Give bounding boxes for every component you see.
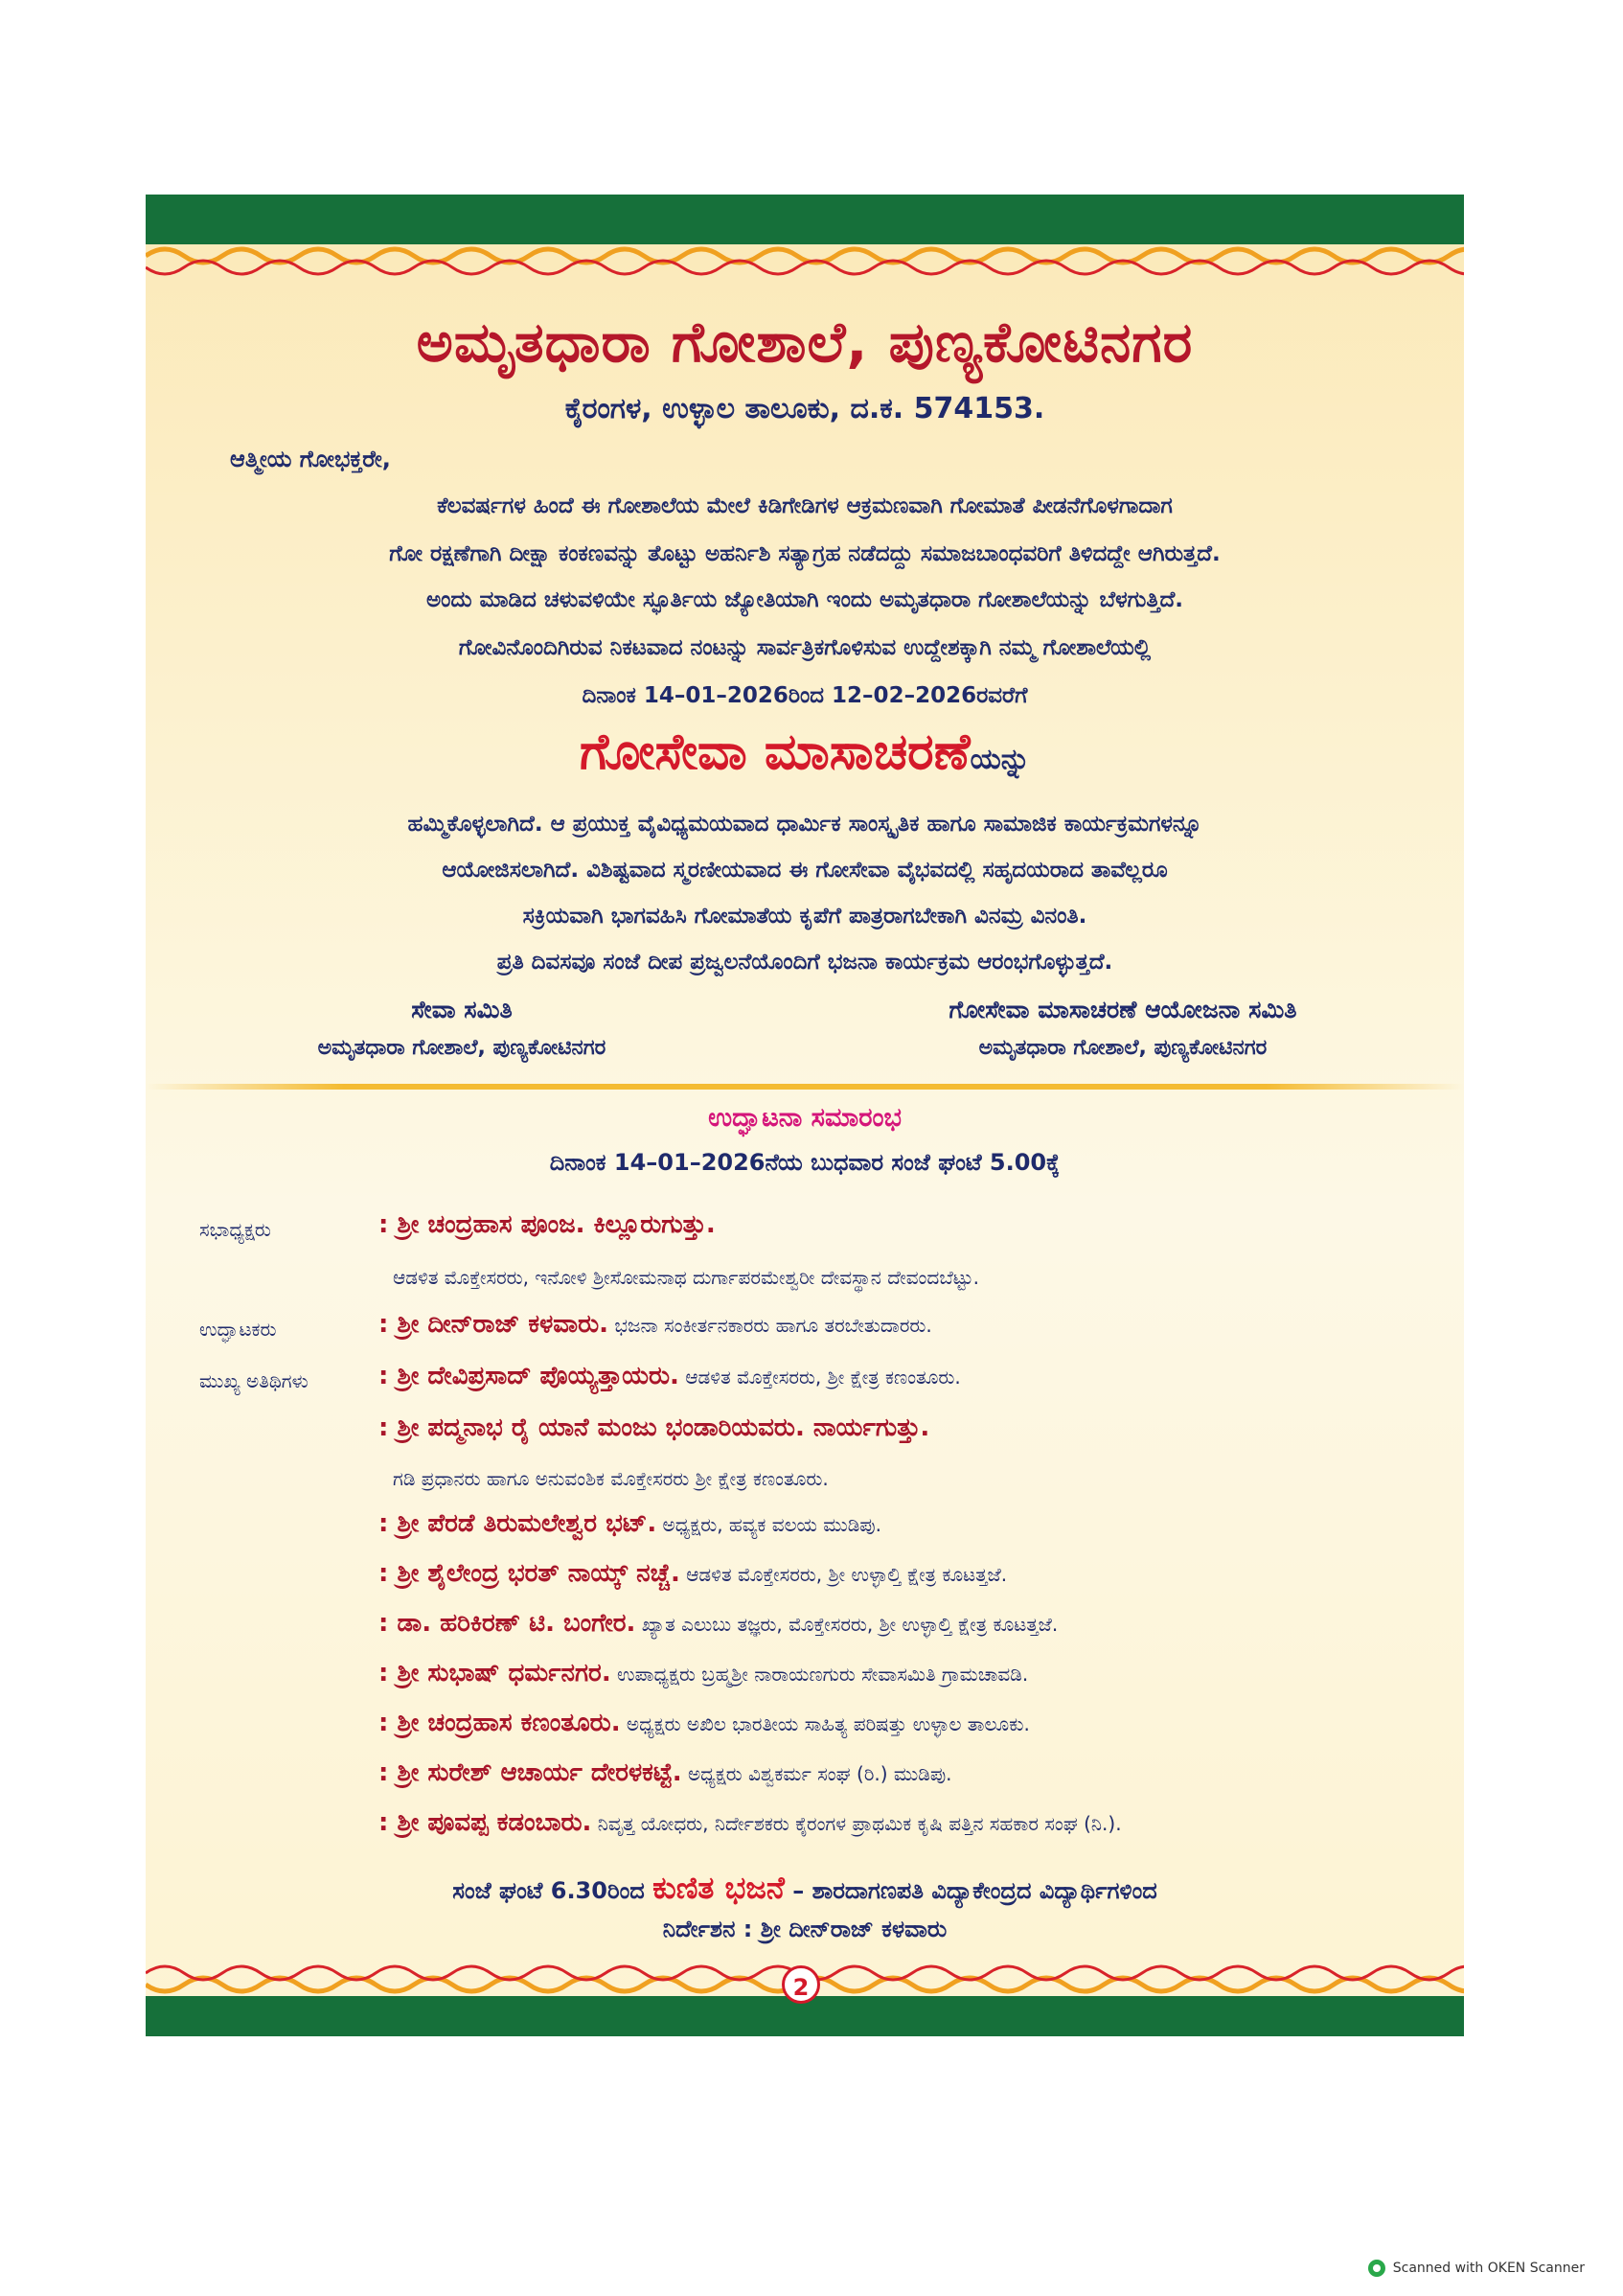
signature-name-right: ಗೋಸೇವಾ ಮಾಸಾಚರಣೆ ಆಯೋಜನಾ ಸಮಿತಿ [949,996,1297,1023]
person-desc: ಅಧ್ಯಕ್ಷರು, ಹವ್ಯಕ ವಲಯ ಮುಡಿಪು. [656,1513,881,1536]
person-desc: ಖ್ಯಾತ ಎಲುಬು ತಜ್ಞರು, ಮೊಕ್ತೇಸರರು, ಶ್ರೀ ಉಳ್ಳಾಲ್ತಿ ಕ್ಷೇತ್ರ ಕೂಟತ್ತಜೆ. [635,1613,1059,1636]
person-entry [378,1659,1028,1688]
letter-line: ಗೋ ರಕ್ಷಣೆಗಾಗಿ ದೀಕ್ಷಾ ಕಂಕಣವನ್ನು ತೊಟ್ಟು ಅಹರ್ನಿಶಿ ಸತ್ಯಾಗ್ರಹ ನಡೆದದ್ದು ಸಮಾಜಬಾಂಧವರಿಗೆ ತಿಳಿದದ್ದೇ ಆಗಿರುತ್ತದೆ. [389,541,1221,566]
person-desc: ಅಧ್ಯಕ್ಷರು ವಿಶ್ವಕರ್ಮ ಸಂಘ (ರಿ.) ಮುಡಿಪು. [681,1762,952,1785]
letter-line: ಅಂದು ಮಾಡಿದ ಚಳುವಳಿಯೇ ಸ್ಫೂರ್ತಿಯ ಜ್ಯೋತಿಯಾಗಿ ಇಂದು ಅಮೃತಧಾರಾ ಗೋಶಾಲೆಯನ್ನು ಬೆಳಗುತ್ತಿದೆ. [425,587,1183,612]
evening-suffix: – ಶಾರದಾಗಣಪತಿ ವಿದ್ಯಾಕೇಂದ್ರದ ವಿದ್ಯಾರ್ಥಿಗಳಿಂದ [784,1877,1157,1904]
person-entry [378,1509,881,1539]
watermark-text: Scanned with OKEN Scanner [1392,2261,1585,2276]
person-desc: ಭಜನಾ ಸಂಕೀರ್ತನಕಾರರು ಹಾಗೂ ತರಬೇತುದಾರರು. [608,1314,932,1337]
person-entry [378,1609,1058,1639]
top-wave-border [146,242,1464,281]
event-heading [146,723,1464,782]
person-entry [378,1413,929,1443]
person-entry [378,1559,1007,1589]
person-entry [378,1362,961,1391]
person-entry [378,1210,716,1240]
person-name: : ಶ್ರೀ ಶೈಲೇಂದ್ರ ಭರತ್ ನಾಯ್ಕ್ ನಚ್ಚೆ. [378,1559,680,1588]
person-detail: ಆಡಳಿತ ಮೊಕ್ತೇಸರರು, ಇನೋಳಿ ಶ್ರೀಸೋಮನಾಥ ದುರ್ಗಾಪರಮೇಶ್ವರೀ ದೇವಸ್ಥಾನ ದೇವಂದಬೆಟ್ಟು. [393,1266,980,1289]
letter-line: ಸಕ್ರಿಯವಾಗಿ ಭಾಗವಹಿಸಿ ಗೋಮಾತೆಯ ಕೃಪೆಗೆ ಪಾತ್ರರಾಗಬೇಕಾಗಿ ವಿನಮ್ರ ವಿನಂತಿ. [522,904,1087,929]
direction-line: ನಿರ್ದೇಶನ : ಶ್ರೀ ದೀನ್‌ರಾಜ್ ಕಳವಾರು [662,1916,948,1942]
kunitha-bhajane: ಕುಣಿತ ಭಜನೆ [652,1870,785,1906]
letter-line: ಗೋವಿನೊಂದಿಗಿರುವ ನಿಕಟವಾದ ನಂಟನ್ನು ಸಾರ್ವತ್ರಿಕಗೊಳಿಸುವ ಉದ್ದೇಶಕ್ಕಾಗಿ ನಮ್ಮ ಗೋಶಾಲೆಯಲ್ಲಿ [458,635,1152,660]
person-desc: ನಿವೃತ್ತ ಯೋಧರು, ನಿರ್ದೇಶಕರು ಕೈರಂಗಳ ಪ್ರಾಥಮಿಕ ಕೃಷಿ ಪತ್ತಿನ ಸಹಕಾರ ಸಂಘ (ನಿ.). [591,1812,1122,1835]
person-name: : ಶ್ರೀ ಚಂದ್ರಹಾಸ ಪೂಂಜ. ಕಿಲ್ಲೂರುಗುತ್ತು. [378,1210,716,1239]
scanner-watermark [1368,2260,1585,2277]
section-divider [146,1084,1464,1090]
person-entry [378,1758,952,1788]
person-entry [378,1808,1122,1838]
salutation: ಆತ್ಮೀಯ ಗೋಭಕ್ತರೇ, [230,446,391,472]
person-name: : ಶ್ರೀ ಪೂವಪ್ಪ ಕಡಂಬಾರು. [378,1808,592,1837]
role-chief-guests: ಮುಖ್ಯ ಅತಿಥಿಗಳು [199,1369,309,1392]
letter-line: ಪ್ರತಿ ದಿವಸವೂ ಸಂಜೆ ದೀಪ ಪ್ರಜ್ವಲನೆಯೊಂದಿಗೆ ಭಜನಾ ಕಾರ್ಯಕ್ರಮ ಆರಂಭಗೊಳ್ಳುತ್ತದೆ. [496,950,1113,975]
person-name: : ಶ್ರೀ ಪದ್ಮನಾಭ ರೈ ಯಾನೆ ಮಂಜು ಭಂಡಾರಿಯವರು. ನಾರ್ಯಗುತ್ತು. [378,1413,930,1442]
inauguration-date: ದಿನಾಂಕ 14–01–2026ನೆಯ ಬುಧವಾರ ಸಂಜೆ ಘಂಟೆ 5.00ಕ್ಕೆ [549,1149,1061,1176]
person-desc: ಆಡಳಿತ ಮೊಕ್ತೇಸರರು, ಶ್ರೀ ಕ್ಷೇತ್ರ ಕಣಂತೂರು. [678,1366,961,1389]
gaushala-title: ಅಮೃತಧಾರಾ ಗೋಶಾಲೆ, ಪುಣ್ಯಕೋಟಿನಗರ [416,310,1194,375]
person-name: : ಶ್ರೀ ಪೆರಡೆ ತಿರುಮಲೇಶ್ವರ ಭಟ್. [378,1509,657,1538]
person-name: : ಶ್ರೀ ಸುಭಾಷ್ ಧರ್ಮನಗರ. [378,1659,611,1688]
signature-name-left: ಸೇವಾ ಸಮಿತಿ [411,996,513,1023]
event-name: ಗೋಸೇವಾ ಮಾಸಾಚರಣೆ [580,723,971,781]
invitation-card [146,195,1464,2036]
evening-prefix: ಸಂಜೆ ಘಂಟೆ 6.30ರಿಂದ [452,1877,653,1904]
role-inaugurator: ಉದ್ಘಾಟಕರು [199,1318,277,1341]
date-range: ದಿನಾಂಕ 14–01–2026ರಿಂದ 12–02–2026ರವರೆಗೆ [582,683,1028,708]
page-number: 2 [782,1965,820,2004]
person-desc: ಆಡಳಿತ ಮೊಕ್ತೇಸರರು, ಶ್ರೀ ಉಳ್ಳಾಲ್ತಿ ಕ್ಷೇತ್ರ ಕೂಟತ್ತಜೆ. [679,1563,1008,1586]
letter-line: ಆಯೋಜಿಸಲಾಗಿದೆ. ವಿಶಿಷ್ಟವಾದ ಸ್ಮರಣೀಯವಾದ ಈ ಗೋಸೇವಾ ವೈಭವದಲ್ಲಿ ಸಹೃದಯರಾದ ತಾವೆಲ್ಲರೂ [442,858,1168,883]
event-suffix: ಯನ್ನು [970,743,1030,776]
signature-org-right: ಅಮೃತಧಾರಾ ಗೋಶಾಲೆ, ಪುಣ್ಯಕೋಟಿನಗರ [978,1036,1268,1060]
person-entry [378,1709,1030,1738]
person-name: : ಶ್ರೀ ದೀನ್‌ರಾಜ್ ಕಳವಾರು. [378,1310,609,1339]
signature-org-left: ಅಮೃತಧಾರಾ ಗೋಶಾಲೆ, ಪುಣ್ಯಕೋಟಿನಗರ [317,1036,606,1060]
person-name: : ಶ್ರೀ ಸುರೇಶ್ ಆಚಾರ್ಯ ದೇರಳಕಟ್ಟೆ. [378,1758,682,1787]
inauguration-heading: ಉದ್ಘಾಟನಾ ಸಮಾರಂಭ [708,1103,902,1133]
letter-line: ಹಮ್ಮಿಕೊಳ್ಳಲಾಗಿದೆ. ಆ ಪ್ರಯುಕ್ತ ವೈವಿಧ್ಯಮಯವಾದ ಧಾರ್ಮಿಕ ಸಾಂಸ್ಕೃತಿಕ ಹಾಗೂ ಸಾಮಾಜಿಕ ಕಾರ್ಯಕ್ರಮಗಳನ್ನೂ [407,812,1202,837]
top-green-band [146,195,1464,244]
scanner-logo-icon [1368,2260,1385,2277]
evening-program [146,1870,1464,1907]
letter-line: ಕೆಲವರ್ಷಗಳ ಹಿಂದೆ ಈ ಗೋಶಾಲೆಯ ಮೇಲೆ ಕಿಡಿಗೇಡಿಗಳ ಆಕ್ರಮಣವಾಗಿ ಗೋಮಾತೆ ಪೀಡನೆಗೊಳಗಾದಾಗ [437,494,1173,518]
role-president: ಸಭಾಧ್ಯಕ್ಷರು [199,1218,271,1241]
person-detail: ಗಡಿ ಪ್ರಧಾನರು ಹಾಗೂ ಅನುವಂಶಿಕ ಮೊಕ್ತೇಸರರು ಶ್ರೀ ಕ್ಷೇತ್ರ ಕಣಂತೂರು. [393,1467,829,1490]
person-entry [378,1310,932,1340]
person-name: : ಶ್ರೀ ಚಂದ್ರಹಾಸ ಕಣಂತೂರು. [378,1709,621,1737]
person-desc: ಅಧ್ಯಕ್ಷರು ಅಖಿಲ ಭಾರತೀಯ ಸಾಹಿತ್ಯ ಪರಿಷತ್ತು ಉಳ್ಳಾಲ ತಾಲೂಕು. [620,1712,1030,1735]
person-desc: ಉಪಾಧ್ಯಕ್ಷರು ಬ್ರಹ್ಮಶ್ರೀ ನಾರಾಯಣಗುರು ಸೇವಾಸಮಿತಿ ಗ್ರಾಮಚಾವಡಿ. [610,1663,1029,1686]
person-name: : ಶ್ರೀ ದೇವಿಪ್ರಸಾದ್ ಪೊಯ್ಯತ್ತಾಯರು. [378,1362,679,1390]
address-line: ಕೈರಂಗಳ, ಉಳ್ಳಾಲ ತಾಲೂಕು, ದ.ಕ. 574153. [564,392,1045,425]
person-name: : ಡಾ. ಹರಿಕಿರಣ್ ಟಿ. ಬಂಗೇರ. [378,1609,636,1638]
